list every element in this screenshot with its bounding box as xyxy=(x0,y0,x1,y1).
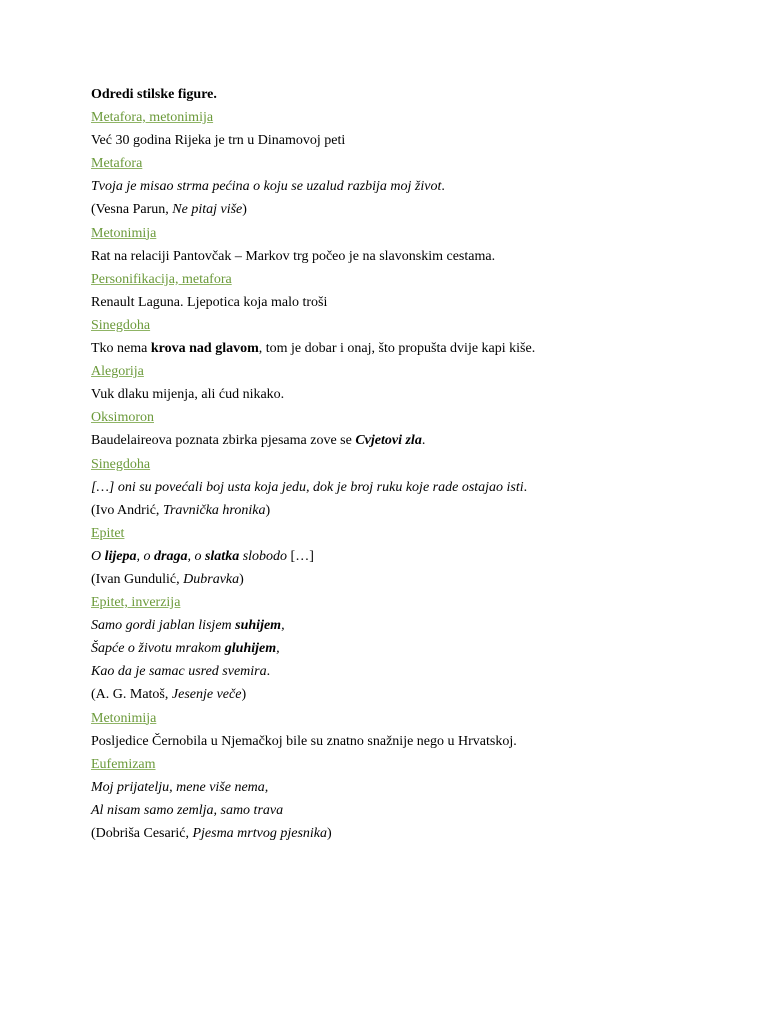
answer-label: Oksimoron xyxy=(91,410,154,426)
text-segment: Tko nema xyxy=(91,341,151,357)
text-segment: ) xyxy=(242,202,247,218)
example-text-line xyxy=(91,337,711,360)
example-text-line xyxy=(91,822,711,845)
answer-label: Metonimija xyxy=(91,225,157,241)
example-text-line xyxy=(91,198,711,221)
answer-label: Metonimija xyxy=(91,710,157,726)
answer-label: Eufemizam xyxy=(91,756,156,772)
answer-label: Personifikacija, metafora xyxy=(91,271,232,287)
text-segment: . xyxy=(441,179,445,195)
text-segment: Šapće o životu mrakom xyxy=(91,641,225,657)
exercise-lines xyxy=(91,106,711,845)
example-text-line xyxy=(91,175,711,198)
text-segment: ) xyxy=(265,502,271,518)
text-segment: (Dobriša Cesarić, xyxy=(91,826,193,841)
example-text-line xyxy=(91,545,711,568)
text-segment: , o xyxy=(187,548,205,564)
text-segment: draga xyxy=(154,548,188,564)
example-text-line xyxy=(91,660,711,683)
text-segment: Renault Laguna. Ljepotica koja malo troši xyxy=(91,294,328,310)
text-segment: suhijem xyxy=(235,618,282,634)
text-segment: Ne pitaj više xyxy=(172,202,243,218)
text-segment: Posljedice Černobila u Njemačkoj bile su znatno snažnije nego u Hrvatskoj. xyxy=(91,733,517,749)
example-text-line xyxy=(91,476,711,499)
text-segment: Baudelaireova poznata zbirka pjesama zove se xyxy=(91,433,356,449)
text-segment: Dubravka xyxy=(183,571,240,587)
text-segment: Cvjetovi zla xyxy=(355,433,422,449)
text-segment: Samo gordi jablan lisjem xyxy=(91,618,236,634)
text-segment: . xyxy=(421,433,426,449)
document-page xyxy=(91,83,711,845)
answer-label: Metafora xyxy=(91,156,143,172)
text-segment: . xyxy=(523,479,528,495)
example-text-line xyxy=(91,291,711,314)
text-segment: Jesenje veče xyxy=(171,687,242,703)
text-segment: , o xyxy=(136,548,155,564)
example-text-line xyxy=(91,383,711,406)
text-segment: gluhijem xyxy=(224,641,277,657)
text-segment: (Vesna Parun, xyxy=(91,202,173,218)
text-segment: (Ivo Andrić, xyxy=(91,502,163,518)
text-segment: , xyxy=(276,641,280,657)
answer-label: Metafora, metonimija xyxy=(91,110,214,126)
text-segment: Vuk dlaku mijenja, ali ćud nikako. xyxy=(91,387,285,403)
text-segment: , tom je dobar i onaj, što propušta dvije kapi kiše. xyxy=(258,341,536,357)
example-text-line xyxy=(91,799,711,822)
example-text-line xyxy=(91,429,711,452)
text-segment: O xyxy=(91,548,105,564)
example-text-line xyxy=(91,499,711,522)
text-segment: ) xyxy=(241,687,247,703)
example-text-line xyxy=(91,129,711,152)
text-segment: lijepa xyxy=(104,548,137,564)
example-text-line xyxy=(91,614,711,637)
answer-label: Epitet xyxy=(91,525,125,541)
text-segment: […] xyxy=(287,548,314,564)
example-text-line xyxy=(91,683,711,706)
text-segment: (Ivan Gundulić, xyxy=(91,571,184,587)
example-text-line xyxy=(91,245,711,268)
document-title: Odredi stilske figure. xyxy=(91,87,217,102)
text-segment: slatka xyxy=(204,548,240,564)
example-text-line xyxy=(91,568,711,591)
text-segment: Al nisam samo zemlja, samo trava xyxy=(91,802,284,818)
text-segment: Već 30 godina Rijeka je trn u Dinamovoj peti xyxy=(91,133,346,149)
text-segment: (A. G. Matoš, xyxy=(91,687,172,703)
text-segment: Moj prijatelju, mene više nema, xyxy=(91,779,269,795)
text-segment: , xyxy=(281,618,285,634)
text-segment: krova nad glavom xyxy=(150,341,259,357)
example-text-line xyxy=(91,730,711,753)
example-text-line xyxy=(91,637,711,660)
answer-label: Epitet, inverzija xyxy=(91,595,181,611)
text-segment: Kao da je samac usred svemira xyxy=(91,664,267,680)
example-text-line xyxy=(91,776,711,799)
text-segment: […] oni su povećali boj usta koja jedu, dok je broj ruku koje rade ostajao isti xyxy=(91,479,524,495)
text-segment: slobodo xyxy=(239,548,288,564)
text-segment: ) xyxy=(239,571,244,587)
answer-label: Sinegdoha xyxy=(91,317,151,333)
answer-label: Sinegdoha xyxy=(91,456,151,472)
text-segment: Tvoja je misao strma pećina o koju se uzalud razbija moj život xyxy=(91,179,442,195)
text-segment: Pjesma mrtvog pjesnika xyxy=(192,826,327,841)
text-segment: Travnička hronika xyxy=(162,502,266,518)
answer-label: Alegorija xyxy=(91,364,144,380)
text-segment: ) xyxy=(327,826,332,841)
text-segment: . xyxy=(266,664,271,680)
text-segment: Rat na relaciji Pantovčak – Markov trg počeo je na slavonskim cestama. xyxy=(91,248,496,264)
